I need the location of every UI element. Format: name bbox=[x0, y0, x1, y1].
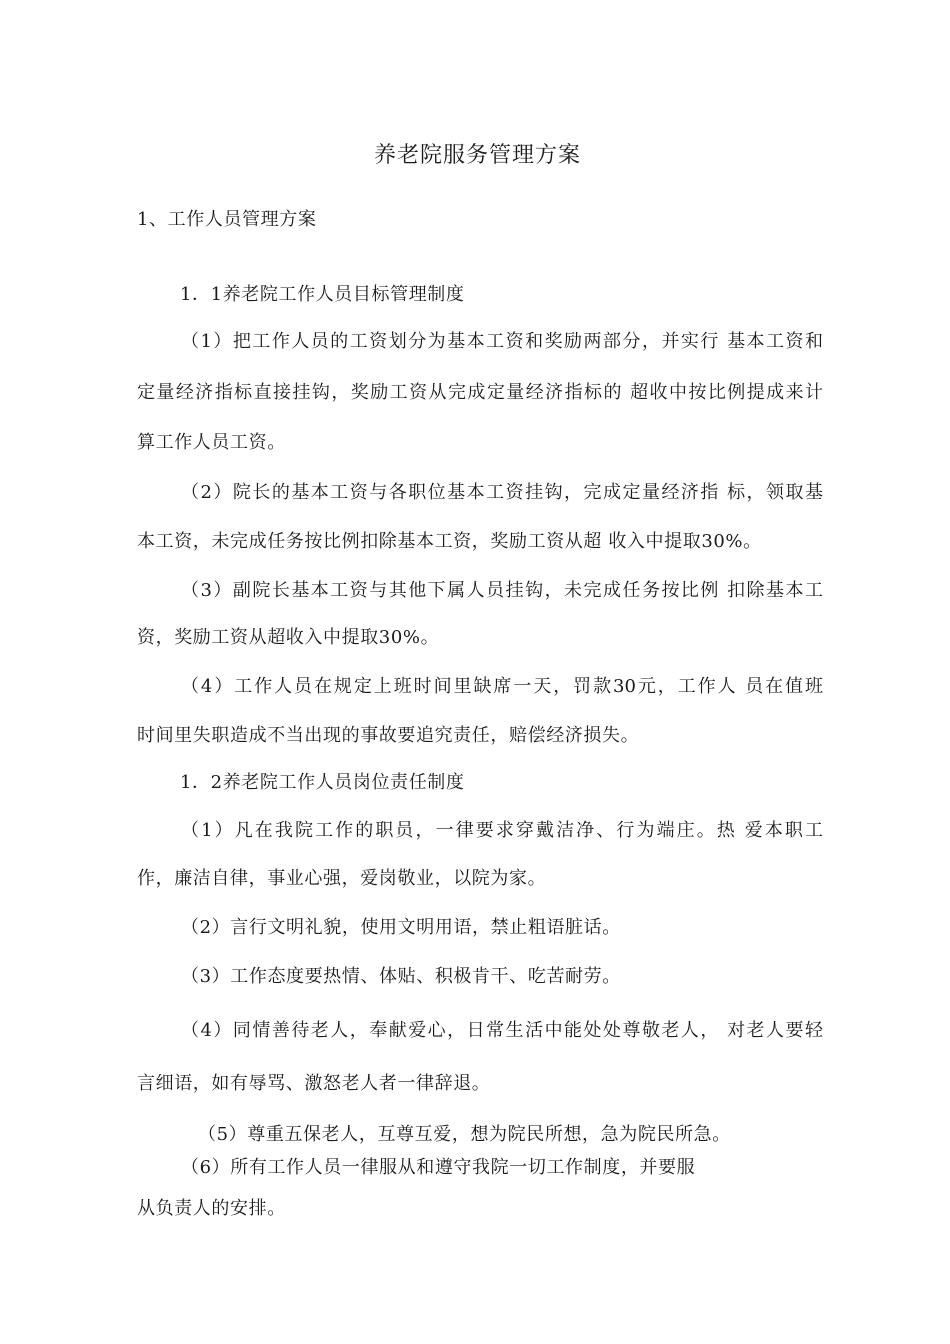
paragraph-line: （2）院长的基本工资与各职位基本工资挂钩，完成定量经济指 标，领取基 bbox=[181, 482, 823, 503]
subsection-heading: 1．1养老院工作人员目标管理制度 bbox=[180, 284, 465, 305]
paragraph-line: 算工作人员工资。 bbox=[137, 432, 286, 453]
subsection-heading: 1．2养老院工作人员岗位责任制度 bbox=[180, 772, 465, 793]
paragraph-line: 本工资，未完成任务按比例扣除基本工资，奖励工资从超 收入中提取30%。 bbox=[137, 531, 762, 552]
section-heading: 1、工作人员管理方案 bbox=[137, 209, 317, 230]
paragraph-line: 作，廉洁自律，事业心强，爱岗敬业，以院为家。 bbox=[137, 868, 547, 889]
paragraph-line: 从负责人的安排。 bbox=[137, 1198, 286, 1219]
paragraph-line: （3）副院长基本工资与其他下属人员挂钩，未完成任务按比例 扣除基本工 bbox=[181, 580, 823, 601]
paragraph-line: （3）工作态度要热情、体贴、积极肯干、吃苦耐劳。 bbox=[181, 966, 621, 987]
paragraph-line: （4）工作人员在规定上班时间里缺席一天，罚款30元，工作人 员在值班 bbox=[181, 676, 823, 697]
paragraph-line: 定量经济指标直接挂钩，奖励工资从完成定量经济指标的 超收中按比例提成来计 bbox=[137, 382, 823, 403]
paragraph-line: 资，奖励工资从超收入中提取30%。 bbox=[137, 627, 440, 648]
paragraph-line: （1）凡在我院工作的职员，一律要求穿戴洁净、行为端庄。热 爱本职工 bbox=[181, 820, 823, 841]
paragraph-line: 时间里失职造成不当出现的事故要追究责任，赔偿经济损失。 bbox=[137, 725, 640, 746]
document-title: 养老院服务管理方案 bbox=[374, 143, 582, 168]
paragraph-line: （5）尊重五保老人，互尊互爱，想为院民所想，急为院民所急。 bbox=[198, 1124, 731, 1145]
paragraph-line: 言细语，如有辱骂、激怒老人者一律辞退。 bbox=[137, 1073, 491, 1094]
paragraph-line: （2）言行文明礼貌，使用文明用语，禁止粗语脏话。 bbox=[181, 917, 621, 938]
paragraph-line: （6）所有工作人员一律服从和遵守我院一切工作制度，并要服 bbox=[181, 1157, 696, 1178]
paragraph-line: （4）同情善待老人，奉献爱心，日常生活中能处处尊敬老人， 对老人要轻 bbox=[181, 1020, 823, 1041]
paragraph-line: （1）把工作人员的工资划分为基本工资和奖励两部分，并实行 基本工资和 bbox=[181, 331, 823, 352]
